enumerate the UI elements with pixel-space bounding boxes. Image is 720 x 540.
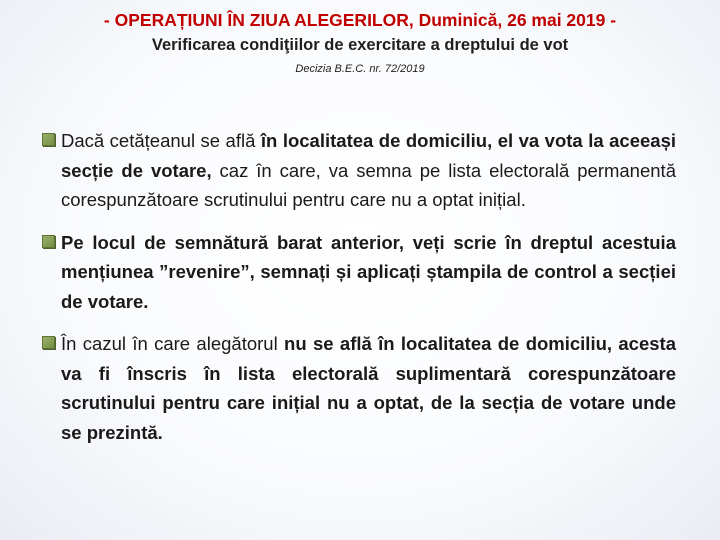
list-item bbox=[42, 329, 676, 447]
page-title: - OPERAȚIUNI ÎN ZIUA ALEGERILOR, Duminică, 26 mai 2019 - bbox=[103, 10, 617, 30]
item-text-bold: Pe locul de semnătură barat anterior, veți scrie în dreptul acestuia mențiunea ”revenire”, semnați și aplicați ștampila de control a secției de votare. bbox=[61, 231, 676, 312]
list-item bbox=[42, 126, 676, 215]
square-bullet-icon bbox=[42, 235, 55, 248]
page-subtitle: Verificarea condiţiilor de exercitare a dreptului de vot bbox=[151, 36, 569, 54]
bullet-list bbox=[42, 126, 676, 460]
item-text: Dacă cetățeanul se află bbox=[61, 130, 261, 151]
item-text: În cazul în care alegătorul bbox=[61, 333, 285, 354]
list-item bbox=[42, 228, 676, 317]
square-bullet-icon bbox=[42, 336, 55, 349]
square-bullet-icon bbox=[42, 133, 55, 146]
item-text-bold: în localitatea de domiciliu, el va vota la aceeași secție de votare, bbox=[61, 130, 676, 181]
decision-reference: Decizia B.E.C. nr. 72/2019 bbox=[295, 63, 425, 75]
item-text: caz în care, va semna pe lista electorală permanentă corespunzătoare scrutinului pentru care nu a optat inițial. bbox=[61, 159, 676, 210]
item-text-bold: nu se află în localitatea de domiciliu, acesta va fi înscris în lista electorală suplimentară corespunzătoare scrutinului pentru care inițial nu a optat, de la secția de votare unde se prezintă. bbox=[61, 333, 676, 443]
header bbox=[0, 8, 720, 76]
